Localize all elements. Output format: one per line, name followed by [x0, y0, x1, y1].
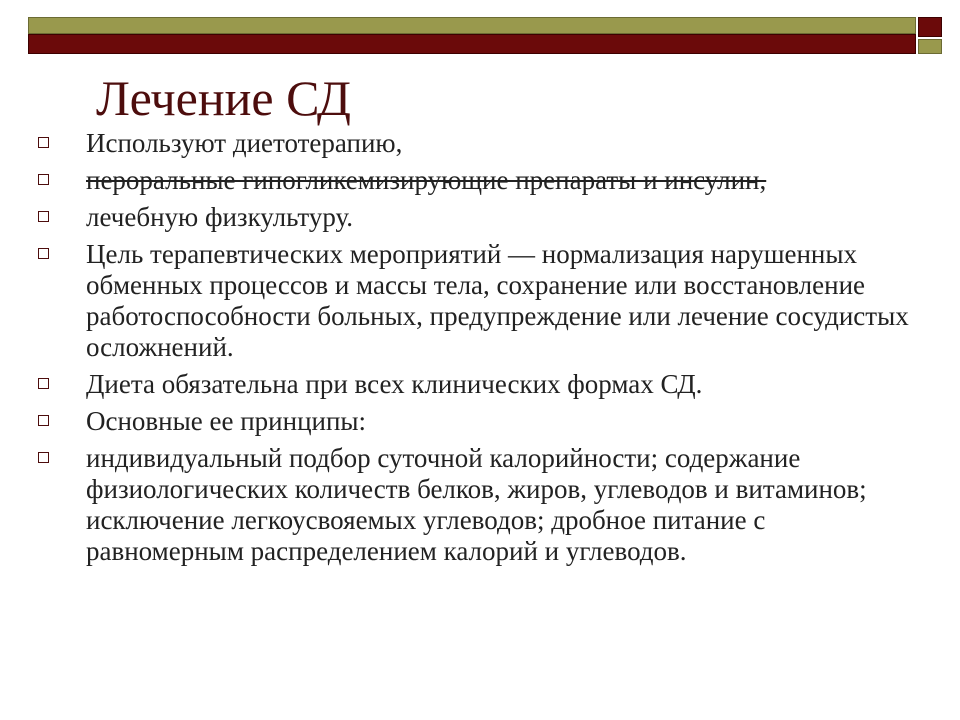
header-bar-maroon — [28, 34, 916, 54]
square-bullet-icon — [38, 248, 49, 259]
bullet-text: пероральные гипогликемизирующие препараты и инсулин, — [86, 165, 767, 195]
square-bullet-icon — [38, 415, 49, 426]
bullet-text: индивидуальный подбор суточной калорийности; содержание физиологических количеств белков, жиров, углеводов и витаминов; исключение легкоусвояемых углеводов; дробное питание с равномерным распределением калорий и углеводов. — [86, 443, 867, 566]
square-bullet-icon — [38, 378, 49, 389]
bullet-item — [38, 128, 918, 159]
bullet-item — [38, 239, 918, 363]
header-square-maroon — [918, 17, 942, 37]
header-square-olive — [918, 39, 942, 54]
slide-title: Лечение СД — [96, 70, 352, 126]
header-bar-olive — [28, 17, 916, 34]
bullet-text: лечебную физкультуру. — [86, 202, 354, 232]
square-bullet-icon — [38, 137, 49, 148]
bullet-text: Используют диетотерапию, — [86, 128, 403, 158]
bullet-text: Диета обязательна при всех клинических формах СД. — [86, 369, 703, 399]
bullet-text: Основные ее принципы: — [86, 406, 367, 436]
square-bullet-icon — [38, 211, 49, 222]
square-bullet-icon — [38, 174, 49, 185]
bullet-text: Цель терапевтических мероприятий — нормализация нарушенных обменных процессов и массы тела, сохранение или восстановление работоспособности больных, предупреждение или лечение сосудистых осложнений. — [86, 239, 909, 362]
square-bullet-icon — [38, 452, 49, 463]
bullet-list — [38, 128, 918, 573]
bullet-item — [38, 369, 918, 400]
bullet-item — [38, 443, 918, 567]
bullet-item — [38, 406, 918, 437]
bullet-item — [38, 202, 918, 233]
bullet-item — [38, 165, 918, 196]
